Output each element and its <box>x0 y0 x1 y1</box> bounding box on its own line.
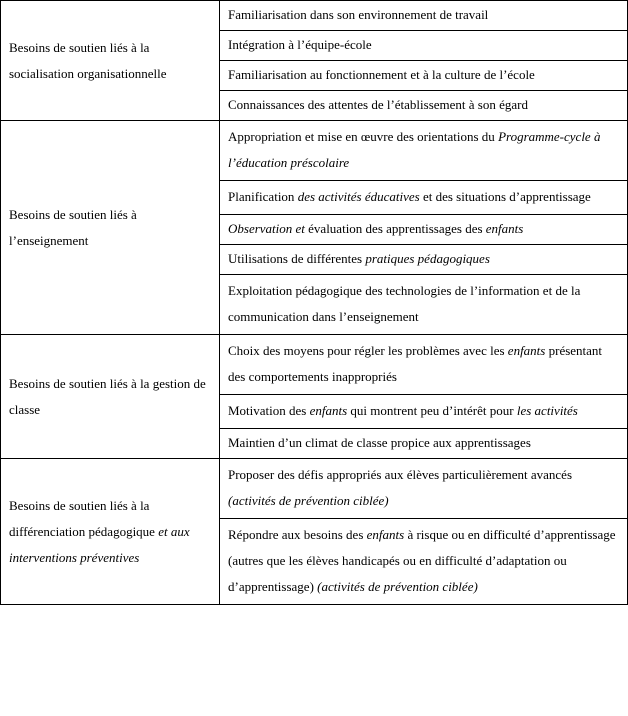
table-row <box>1 1 628 31</box>
text: évaluation des apprentissages des <box>308 221 486 236</box>
italic-text: Observation et <box>228 221 309 236</box>
text: et des situations d’apprentissage <box>419 189 591 204</box>
text: présentant des comportements inappropriés <box>228 343 603 384</box>
italic-text: les activités <box>516 403 578 418</box>
support-item-cell <box>220 91 628 121</box>
italic-text: enfants <box>366 527 405 542</box>
text: Choix des moyens pour régler les problèmes avec les <box>228 343 508 358</box>
text: Appropriation et mise en œuvre des orientations du <box>228 129 499 144</box>
category-cell <box>1 335 220 459</box>
text: Maintien d’un climat de classe propice aux apprentissages <box>228 435 531 450</box>
support-item-cell <box>220 31 628 61</box>
text: Répondre aux besoins des <box>228 527 367 542</box>
support-item-cell <box>220 121 628 181</box>
italic-text: Programme-cycle à l’éducation préscolaire <box>228 129 601 170</box>
table-row <box>1 121 628 181</box>
text: Motivation des <box>228 403 310 418</box>
italic-text: pratiques pédagogiques <box>365 251 490 266</box>
text: Familiarisation dans son environnement de travail <box>228 7 489 22</box>
support-item-cell <box>220 61 628 91</box>
text: Familiarisation au fonctionnement et à la culture de l’école <box>228 67 535 82</box>
text: Utilisations de différentes <box>228 251 366 266</box>
text: à risque ou en difficulté d’apprentissage (autres que les élèves handicapés ou en difficulté d’adaptation ou d’apprentissage) <box>228 527 616 594</box>
italic-text: des activités éducatives <box>297 189 420 204</box>
italic-text: (activités de prévention ciblée) <box>317 579 478 594</box>
table-row <box>1 459 628 519</box>
support-item-cell <box>220 519 628 605</box>
text: Besoins de soutien liés à la différenciation pédagogique <box>9 497 159 539</box>
italic-text: enfants <box>485 221 524 236</box>
text: qui montrent peu d’intérêt pour <box>347 403 517 418</box>
support-item-cell <box>220 395 628 429</box>
italic-text: (activités de prévention ciblée) <box>228 493 389 508</box>
text: Intégration à l’équipe-école <box>228 37 372 52</box>
support-item-cell <box>220 215 628 245</box>
text: Besoins de soutien liés à l’enseignement <box>9 206 137 248</box>
text: Besoins de soutien liés à la socialisation organisationnelle <box>9 39 167 81</box>
category-cell <box>1 1 220 121</box>
text: Proposer des défis appropriés aux élèves particulièrement avancés <box>228 467 573 482</box>
category-cell <box>1 459 220 605</box>
italic-text: et aux interventions préventives <box>9 523 190 565</box>
italic-text: enfants <box>309 403 348 418</box>
support-item-cell <box>220 429 628 459</box>
table-row <box>1 335 628 395</box>
support-item-cell <box>220 459 628 519</box>
italic-text: enfants <box>507 343 546 358</box>
support-item-cell <box>220 275 628 335</box>
support-item-cell <box>220 181 628 215</box>
support-item-cell <box>220 1 628 31</box>
text: Planification <box>228 189 298 204</box>
category-cell <box>1 121 220 335</box>
text: Exploitation pédagogique des technologies de l’information et de la communication dans l’enseignement <box>228 283 581 324</box>
text: Besoins de soutien liés à la gestion de classe <box>9 375 206 417</box>
support-item-cell <box>220 245 628 275</box>
support-item-cell <box>220 335 628 395</box>
text: Connaissances des attentes de l’établissement à son égard <box>228 97 528 112</box>
table-body <box>1 1 628 605</box>
